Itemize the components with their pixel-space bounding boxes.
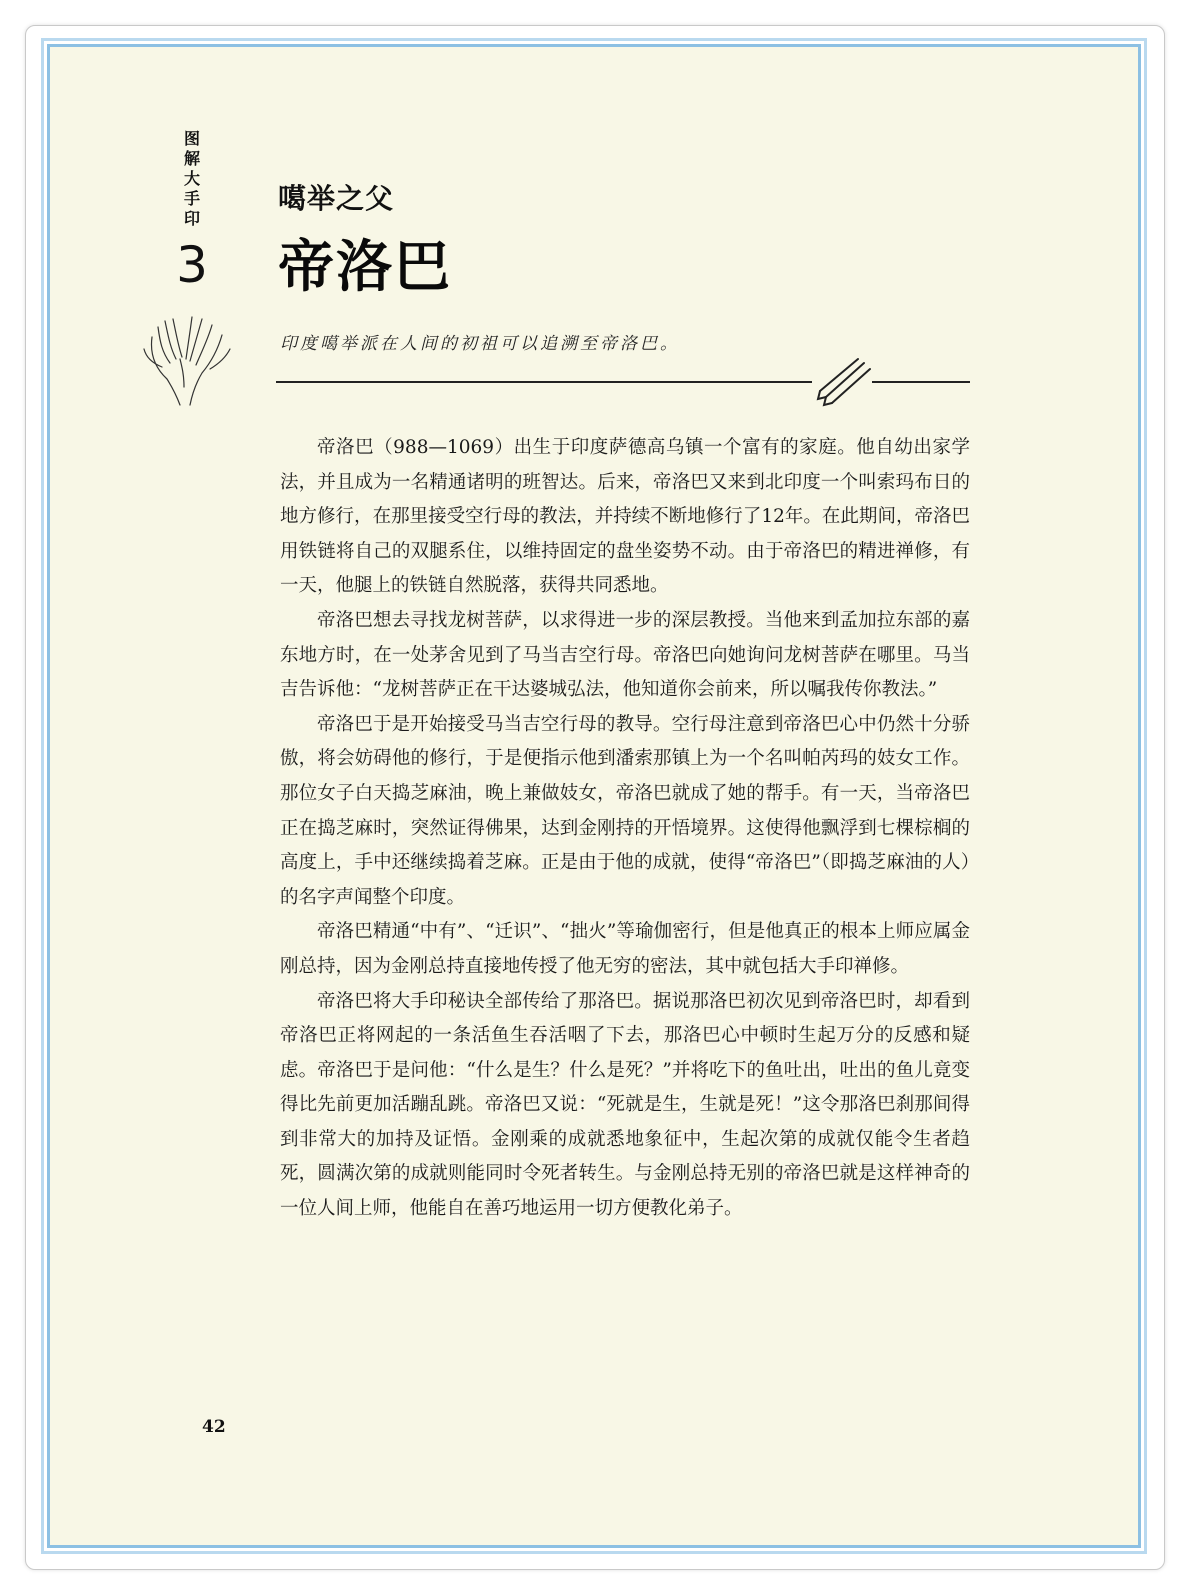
series-title: 图解大手印 — [183, 129, 200, 228]
chapter-subtitle: 噶举之父 — [278, 182, 395, 215]
body-paragraph: 帝洛巴将大手印秘诀全部传给了那洛巴。据说那洛巴初次见到帝洛巴时，却看到帝洛巴正将网起的一条活鱼生吞活咽了下去，那洛巴心中顿时生起万分的反感和疑虑。帝洛巴于是问他：“什么是生？什么是死？”并将吃下的鱼吐出，吐出的鱼儿竟变得比先前更加活蹦乱跳。帝洛巴又说：“死就是生，生就是死！”这令那洛巴刹那间得到非常大的加持及证悟。金刚乘的成就悉地象征中，生起次第的成就仅能令生者趋死，圆满次第的成就则能同时令死者转生。与金刚总持无别的帝洛巴就是这样神奇的一位人间上师，他能自在善巧地运用一切方便教化弟子。 — [280, 990, 970, 1220]
chapter-number: 3 — [176, 236, 208, 294]
lead-text: 印度噶举派在人间的初祖可以追溯至帝洛巴。 — [280, 334, 680, 354]
book-page — [47, 44, 1141, 1548]
body-text — [280, 431, 970, 1227]
page-title: 帝洛巴 — [278, 234, 452, 300]
arrows-icon — [814, 357, 874, 409]
body-paragraph: 帝洛巴精通“中有”、“迁识”、“拙火”等瑜伽密行，但是他真正的根本上师应属金刚总持，因为金刚总持直接地传授了他无穷的密法，其中就包括大手印禅修。 — [280, 921, 970, 977]
body-paragraph: 帝洛巴于是开始接受马当吉空行母的教导。空行母注意到帝洛巴心中仍然十分骄傲，将会妨碍他的修行，于是便指示他到潘索那镇上为一个名叫帕芮玛的妓女工作。那位女子白天捣芝麻油，晚上兼做妓女，帝洛巴就成了她的帮手。有一天，当帝洛巴正在捣芝麻时，突然证得佛果，达到金刚持的开悟境界。这使得他飘浮到七棵棕榈的高度上，手中还继续捣着芝麻。正是由于他的成就，使得“帝洛巴”（即捣芝麻油的人）的名字声闻整个印度。 — [280, 713, 970, 908]
body-paragraph: 帝洛巴想去寻找龙树菩萨，以求得进一步的深层教授。当他来到孟加拉东部的嘉东地方时，在一处茅舍见到了马当吉空行母。帝洛巴向她询问龙树菩萨在哪里。马当吉告诉他：“龙树菩萨正在干达婆城弘法，他知道你会前来，所以嘱我传你教法。” — [280, 609, 970, 701]
body-paragraph: 帝洛巴（988—1069）出生于印度萨德高乌镇一个富有的家庭。他自幼出家学法，并且成为一名精通诸明的班智达。后来，帝洛巴又来到北印度一个叫索玛布日的地方修行，在那里接受空行母的教法，并持续不断地修行了12年。在此期间，帝洛巴用铁链将自己的双腿系住，以维持固定的盘坐姿势不动。由于帝洛巴的精进禅修，有一天，他腿上的铁链自然脱落，获得共同悉地。 — [280, 437, 970, 597]
praying-hands-icon — [132, 297, 242, 407]
page-number: 42 — [202, 1417, 226, 1437]
divider-rule-right — [872, 381, 970, 383]
divider-rule-left — [276, 381, 812, 383]
